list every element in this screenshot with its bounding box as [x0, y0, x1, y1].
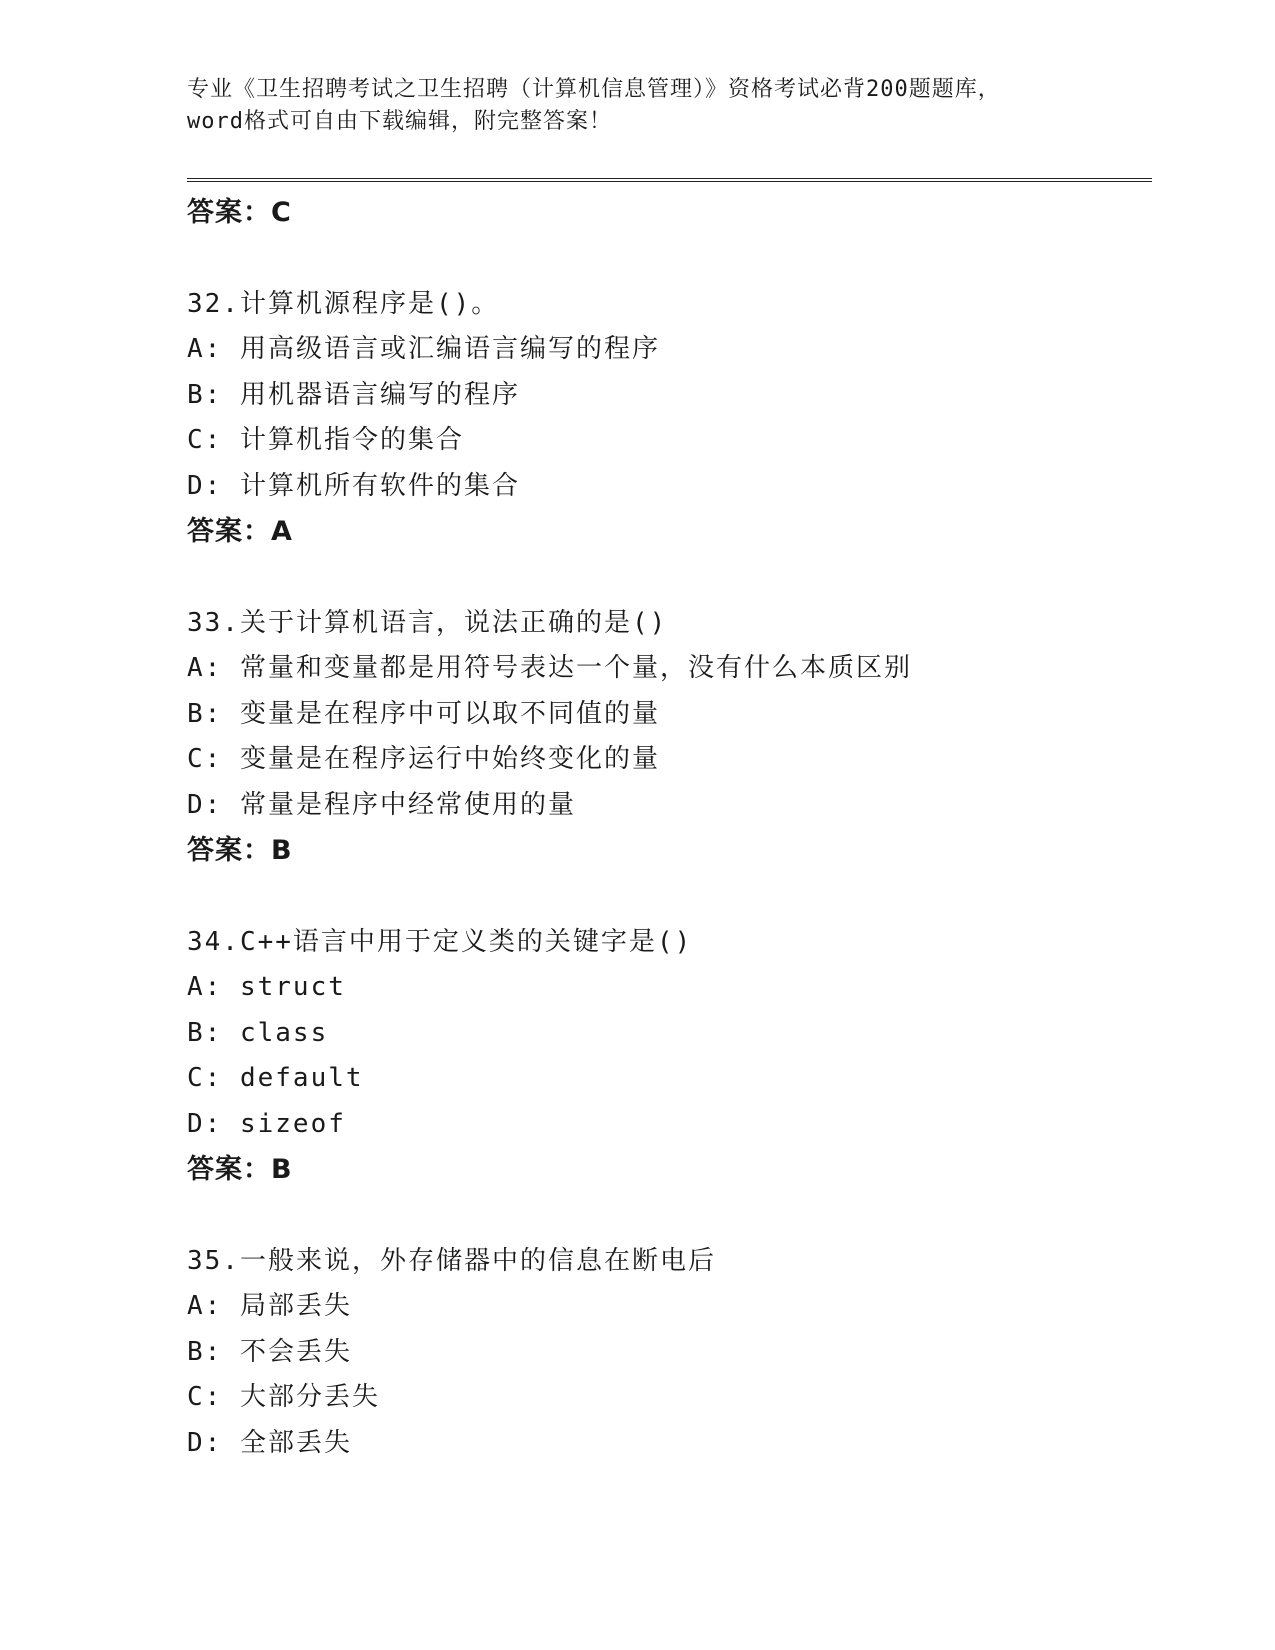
- option-b: B: 变量是在程序中可以取不同值的量: [187, 698, 660, 729]
- option-d: D: sizeof: [187, 1108, 346, 1139]
- option-d: D: 计算机所有软件的集合: [187, 470, 520, 501]
- header-divider: [187, 178, 1152, 182]
- option-c: C: 变量是在程序运行中始终变化的量: [187, 744, 660, 774]
- option-a: A: 局部丢失: [187, 1291, 352, 1321]
- question-text: 34.C++语言中用于定义类的关键字是(): [187, 926, 693, 957]
- option-d: D: 常量是程序中经常使用的量: [187, 789, 576, 820]
- question-list: [187, 190, 1147, 1466]
- question-32: [187, 282, 1147, 555]
- question-text: 33.关于计算机语言，说法正确的是(): [187, 607, 668, 638]
- header-line-1: 专业《卫生招聘考试之卫生招聘（计算机信息管理）》资格考试必背200题题库，: [187, 77, 1001, 102]
- document-header: [187, 74, 1087, 138]
- option-b: B: 用机器语言编写的程序: [187, 379, 520, 410]
- option-d: D: 全部丢失: [187, 1427, 352, 1458]
- answer: 答案：A: [187, 516, 293, 547]
- answer: 答案：B: [187, 835, 293, 866]
- question-text: 35.一般来说，外存储器中的信息在断电后: [187, 1245, 716, 1276]
- question-33: [187, 601, 1147, 874]
- option-a: A: struct: [187, 972, 346, 1002]
- option-a: A: 常量和变量都是用符号表达一个量，没有什么本质区别: [187, 653, 912, 683]
- header-line-2: word格式可自由下载编辑，附完整答案！: [187, 109, 612, 134]
- answer: 答案：B: [187, 1154, 293, 1185]
- option-c: C: 计算机指令的集合: [187, 425, 464, 455]
- previous-answer: 答案：C: [187, 197, 292, 228]
- option-a: A: 用高级语言或汇编语言编写的程序: [187, 334, 660, 364]
- option-b: B: 不会丢失: [187, 1336, 352, 1367]
- option-c: C: default: [187, 1063, 364, 1093]
- question-text: 32.计算机源程序是()。: [187, 288, 500, 319]
- question-35: [187, 1239, 1147, 1467]
- option-b: B: class: [187, 1017, 329, 1048]
- option-c: C: 大部分丢失: [187, 1382, 380, 1412]
- question-34: [187, 920, 1147, 1193]
